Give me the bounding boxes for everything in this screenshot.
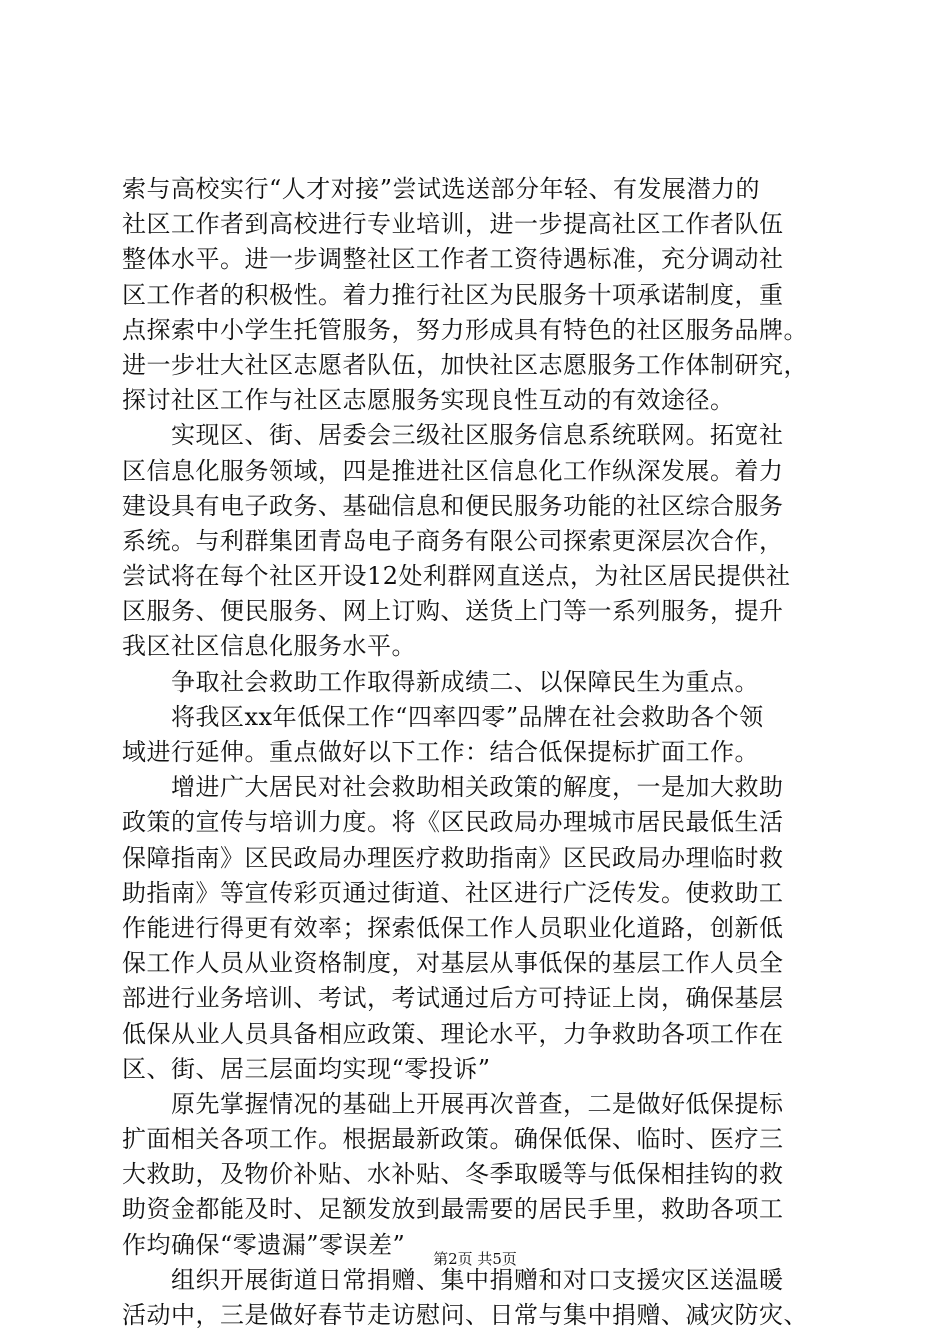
text-line: 区工作者的积极性。着力推行社区为民服务十项承诺制度，重	[122, 280, 784, 309]
text-line: 扩面相关各项工作。根据最新政策。确保低保、临时、医疗三	[122, 1125, 784, 1154]
text-line: 将我区xx年低保工作“四率四零”品牌在社会救助各个领	[122, 702, 764, 731]
text-line: 建设具有电子政务、基础信息和便民服务功能的社区综合服务	[122, 491, 784, 520]
text-line: 争取社会救助工作取得新成绩二、以保障民生为重点。	[122, 667, 759, 696]
text-line: 活动中，三是做好春节走访慰问、日常与集中捐赠、减灾防灾、	[122, 1301, 808, 1329]
text-line: 系统。与利群集团青岛电子商务有限公司探索更深层次合作，	[122, 526, 784, 555]
text-line: 保障指南》区民政局办理医疗救助指南》区民政局办理临时救	[122, 843, 784, 872]
text-line: 作能进行得更有效率；探索低保工作人员职业化道路，创新低	[122, 913, 784, 942]
text-line: 作均确保“零遗漏”零误差”	[122, 1230, 406, 1259]
text-line: 区、街、居三层面均实现“零投诉”	[122, 1054, 491, 1083]
text-line: 助指南》等宣传彩页通过街道、社区进行广泛传发。使救助工	[122, 878, 784, 907]
text-line: 组织开展街道日常捐赠、集中捐赠和对口支援灾区送温暖	[122, 1265, 784, 1294]
text-line: 尝试将在每个社区开设12处利群网直送点，为社区居民提供社	[122, 562, 791, 591]
text-line: 增进广大居民对社会救助相关政策的解度，一是加大救助	[122, 773, 784, 802]
text-line: 原先掌握情况的基础上开展再次普查，二是做好低保提标	[122, 1089, 784, 1118]
text-line: 域进行延伸。重点做好以下工作：结合低保提标扩面工作。	[122, 738, 759, 766]
body-text	[122, 172, 842, 1333]
text-line: 索与高校实行“人才对接”尝试选送部分年轻、有发展潜力的	[122, 175, 761, 203]
text-line: 低保从业人员具备相应政策、理论水平，力争救助各项工作在	[122, 1019, 784, 1048]
text-line: 保工作人员从业资格制度，对基层从事低保的基层工作人员全	[122, 949, 784, 978]
text-line: 区服务、便民服务、网上订购、送货上门等一系列服务，提升	[122, 597, 784, 626]
text-line: 区信息化服务领域，四是推进社区信息化工作纵深发展。着力	[122, 456, 784, 485]
text-line: 我区社区信息化服务水平。	[122, 632, 416, 661]
text-line: 社区工作者到高校进行专业培训，进一步提高社区工作者队伍	[122, 210, 784, 239]
text-line: 探讨社区工作与社区志愿服务实现良性互动的有效途径。	[122, 386, 735, 415]
text-line: 大救助，及物价补贴、水补贴、冬季取暖等与低保相挂钩的救	[122, 1160, 784, 1189]
text-line: 点探索中小学生托管服务，努力形成具有特色的社区服务品牌。	[122, 315, 808, 344]
text-line: 政策的宣传与培训力度。将《区民政局办理城市居民最低生活	[122, 808, 784, 837]
text-line: 整体水平。进一步调整社区工作者工资待遇标准，充分调动社	[122, 245, 784, 274]
text-line: 进一步壮大社区志愿者队伍，加快社区志愿服务工作体制研究，	[122, 350, 808, 379]
text-line: 助资金都能及时、足额发放到最需要的居民手里，救助各项工	[122, 1195, 784, 1224]
page-footer: 第2页 共5页	[433, 1250, 517, 1268]
text-line: 部进行业务培训、考试，考试通过后方可持证上岗，确保基层	[122, 984, 784, 1013]
text-line: 实现区、街、居委会三级社区服务信息系统联网。拓宽社	[122, 421, 784, 450]
